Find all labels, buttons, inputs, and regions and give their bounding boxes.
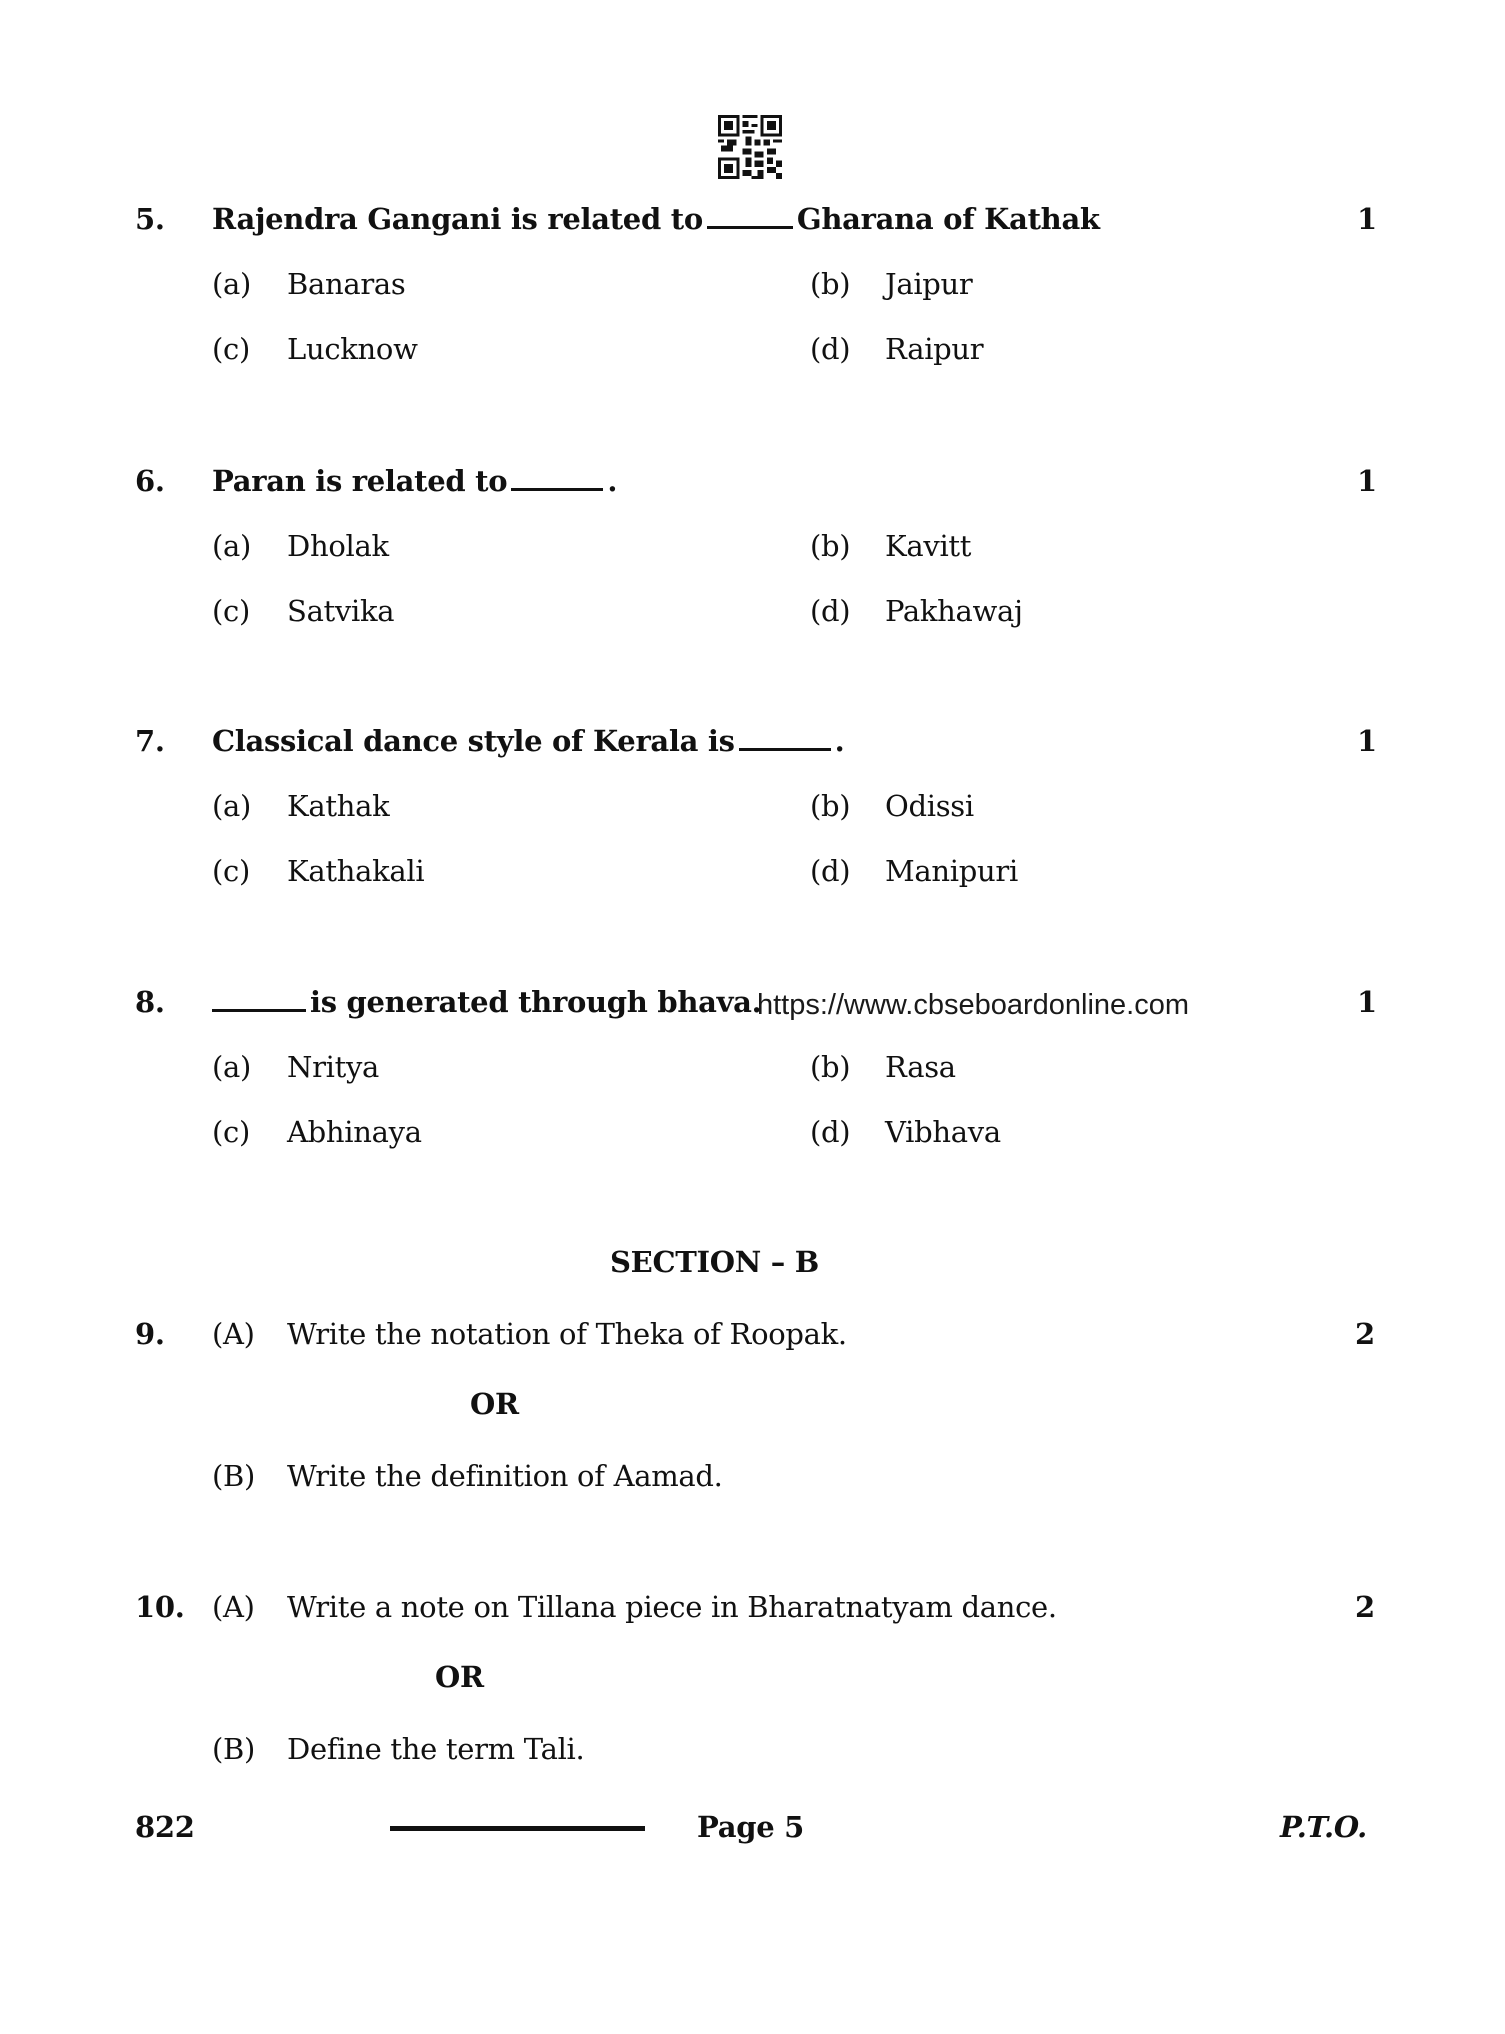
part-label: (A) bbox=[212, 1590, 255, 1624]
option-text: Abhinaya bbox=[287, 1115, 422, 1149]
question-text bbox=[212, 464, 617, 498]
section-heading: SECTION – B bbox=[610, 1245, 819, 1279]
option-text: Raipur bbox=[885, 332, 984, 366]
page-number: Page 5 bbox=[697, 1810, 805, 1844]
question-number: 7. bbox=[135, 724, 165, 758]
part-text: Write the definition of Aamad. bbox=[287, 1459, 723, 1493]
or-divider: OR bbox=[435, 1660, 484, 1694]
question-text-after: Gharana of Kathak bbox=[796, 202, 1100, 236]
option-text: Satvika bbox=[287, 594, 395, 628]
part-text: Write a note on Tillana piece in Bharatnatyam dance. bbox=[287, 1590, 1057, 1624]
question-text bbox=[212, 724, 844, 758]
marks: 2 bbox=[1355, 1590, 1375, 1624]
option-label: (a) bbox=[212, 1050, 252, 1084]
part-text: Define the term Tali. bbox=[287, 1732, 585, 1766]
question-text bbox=[212, 985, 761, 1019]
part-text: Write the notation of Theka of Roopak. bbox=[287, 1317, 847, 1351]
question-number: 5. bbox=[135, 202, 165, 236]
option-label: (b) bbox=[810, 789, 851, 823]
option-text: Vibhava bbox=[885, 1115, 1001, 1149]
option-label: (c) bbox=[212, 594, 250, 628]
marks: 2 bbox=[1355, 1317, 1375, 1351]
option-label: (a) bbox=[212, 529, 252, 563]
answer-blank bbox=[511, 487, 603, 491]
answer-blank bbox=[739, 747, 831, 751]
watermark-url: https://www.cbseboardonline.com bbox=[757, 989, 1189, 1021]
or-divider: OR bbox=[470, 1387, 519, 1421]
option-label: (b) bbox=[810, 1050, 851, 1084]
option-text: Lucknow bbox=[287, 332, 418, 366]
option-text: Kathakali bbox=[287, 854, 425, 888]
qr-code-icon bbox=[718, 115, 782, 179]
option-label: (d) bbox=[810, 1115, 851, 1149]
option-label: (b) bbox=[810, 529, 851, 563]
marks: 1 bbox=[1357, 202, 1377, 236]
question-text-before: Rajendra Gangani is related to bbox=[212, 202, 703, 236]
paper-code: 822 bbox=[135, 1810, 195, 1844]
option-label: (c) bbox=[212, 1115, 250, 1149]
question-text bbox=[212, 202, 1100, 236]
option-label: (a) bbox=[212, 267, 252, 301]
option-text: Kavitt bbox=[885, 529, 972, 563]
option-label: (a) bbox=[212, 789, 252, 823]
option-label: (d) bbox=[810, 332, 851, 366]
option-text: Kathak bbox=[287, 789, 390, 823]
option-text: Odissi bbox=[885, 789, 974, 823]
marks: 1 bbox=[1357, 985, 1377, 1019]
option-label: (b) bbox=[810, 267, 851, 301]
option-label: (c) bbox=[212, 854, 250, 888]
marks: 1 bbox=[1357, 724, 1377, 758]
option-text: Banaras bbox=[287, 267, 406, 301]
question-text-before: Paran is related to bbox=[212, 464, 508, 498]
part-label: (B) bbox=[212, 1732, 256, 1766]
question-text-after: . bbox=[834, 724, 845, 758]
question-text-before: Classical dance style of Kerala is bbox=[212, 724, 735, 758]
question-text-after: is generated through bhava. bbox=[310, 985, 762, 1019]
option-text: Rasa bbox=[885, 1050, 956, 1084]
option-text: Dholak bbox=[287, 529, 389, 563]
question-number: 10. bbox=[135, 1590, 185, 1624]
option-label: (c) bbox=[212, 332, 250, 366]
marks: 1 bbox=[1357, 464, 1377, 498]
option-label: (d) bbox=[810, 854, 851, 888]
pto-label: P.T.O. bbox=[1280, 1810, 1367, 1844]
part-label: (A) bbox=[212, 1317, 255, 1351]
option-text: Nritya bbox=[287, 1050, 380, 1084]
option-text: Jaipur bbox=[885, 267, 973, 301]
footer-divider bbox=[390, 1826, 645, 1831]
option-label: (d) bbox=[810, 594, 851, 628]
answer-blank bbox=[707, 225, 793, 229]
answer-blank bbox=[212, 1008, 306, 1012]
option-text: Manipuri bbox=[885, 854, 1018, 888]
question-number: 8. bbox=[135, 985, 165, 1019]
part-label: (B) bbox=[212, 1459, 256, 1493]
question-number: 9. bbox=[135, 1317, 165, 1351]
question-text-after: . bbox=[607, 464, 618, 498]
question-number: 6. bbox=[135, 464, 165, 498]
option-text: Pakhawaj bbox=[885, 594, 1023, 628]
